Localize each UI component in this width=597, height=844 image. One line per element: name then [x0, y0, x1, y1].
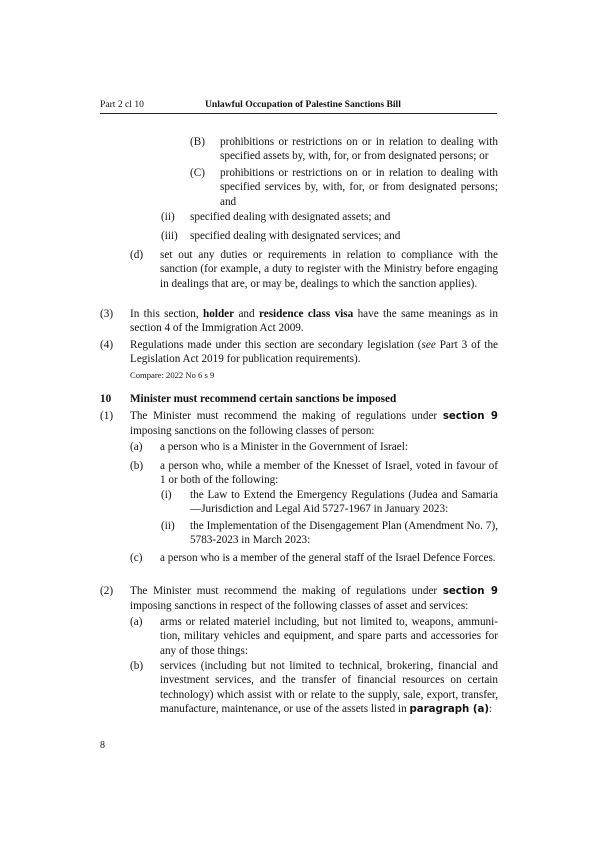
defined-term-visa: residence class visa	[258, 308, 354, 320]
item-number: (b)	[130, 460, 144, 472]
item-text: prohibitions or restrictions on or in relation to dealing with specified assets by, with, for, or from designated persons; or	[220, 136, 498, 163]
section-title: Minister must recommend certain sanctions be imposed	[130, 393, 397, 405]
item-number: (ii)	[161, 211, 175, 223]
item-text: a person who is a member of the general staff of the Israel Defence Forces.	[160, 552, 496, 564]
header-part: Part 2 cl 10	[100, 99, 144, 110]
item-number: (2)	[100, 585, 114, 597]
item-number: (c)	[130, 552, 143, 564]
item-text: set out any duties or requirements in relation to compliance with the sanction (for example, a duty to register with the Ministry before engaging in dealings that are, or may be, dealings to which the sanction applies).	[160, 249, 498, 290]
cross-reference: paragraph (a)	[409, 704, 490, 716]
header-title: Unlawful Occupation of Palestine Sanctions Bill	[205, 99, 401, 110]
item-number: (i)	[161, 489, 172, 501]
item-number: (a)	[130, 441, 143, 453]
item-text: arms or related materiel including, but not limited to, weapons, ammunition, military vehicles and equipment, and spare parts and accessories for any of those things:	[160, 616, 498, 657]
page-number: 8	[100, 740, 105, 751]
item-text: The Minister must recommend the making of regulations under section 9 imposing sanctions on the following classes of person:	[130, 410, 498, 438]
item-text: services (including but not limited to technical, brokering, financial and investment services, and the transfer of financial resources on certain technology) which assist with or relate to the supply, sale, export, transfer, manufacture, maintenance, or use of the assets listed in paragraph (a):	[160, 660, 498, 716]
item-number: (4)	[100, 339, 114, 351]
item-text: specified dealing with designated assets; and	[190, 211, 391, 223]
cross-reference: section 9	[442, 586, 498, 597]
item-number: (1)	[100, 410, 114, 422]
item-number: (B)	[190, 136, 205, 148]
item-number: (ii)	[161, 520, 175, 532]
item-text: Regulations made under this section are secondary legislation (see Part 3 of the Legislation Act 2019 for publication requirements).	[130, 339, 498, 366]
defined-term-holder: holder	[203, 308, 235, 320]
compare-note: Compare: 2022 No 6 s 9	[130, 370, 215, 380]
item-text: The Minister must recommend the making of regulations under section 9 imposing sanctions in respect of the following classes of asset and services:	[130, 585, 498, 613]
item-text: a person who is a Minister in the Government of Israel:	[160, 441, 408, 453]
item-number: (d)	[130, 249, 144, 261]
item-number: (a)	[130, 616, 143, 628]
section-number: 10	[100, 393, 112, 405]
item-number: (3)	[100, 308, 114, 320]
running-header	[100, 99, 497, 113]
item-text: In this section, holder and residence class visa have the same meanings as in section 4 of the Immigration Act 2009.	[130, 308, 499, 335]
item-number: (iii)	[161, 230, 178, 242]
item-text: the Implementation of the Disengagement Plan (Amendment No. 7), 5783-2023 in March 2023:	[190, 520, 498, 547]
item-text: specified dealing with designated services; and	[190, 230, 401, 242]
item-text: the Law to Extend the Emergency Regulations (Judea and Samaria—Jurisdiction and Legal Aid 5727-1967 in January 2023:	[190, 489, 498, 516]
cross-reference: section 9	[442, 411, 498, 422]
item-text: prohibitions or restrictions on or in relation to dealing with specified services by, with, for, or from designated persons; and	[220, 167, 498, 208]
item-text: a person who, while a member of the Knesset of Israel, voted in favour of 1 or both of the following:	[160, 460, 498, 487]
item-number: (b)	[130, 660, 144, 672]
header-rule	[100, 113, 497, 114]
item-number: (C)	[190, 167, 205, 179]
